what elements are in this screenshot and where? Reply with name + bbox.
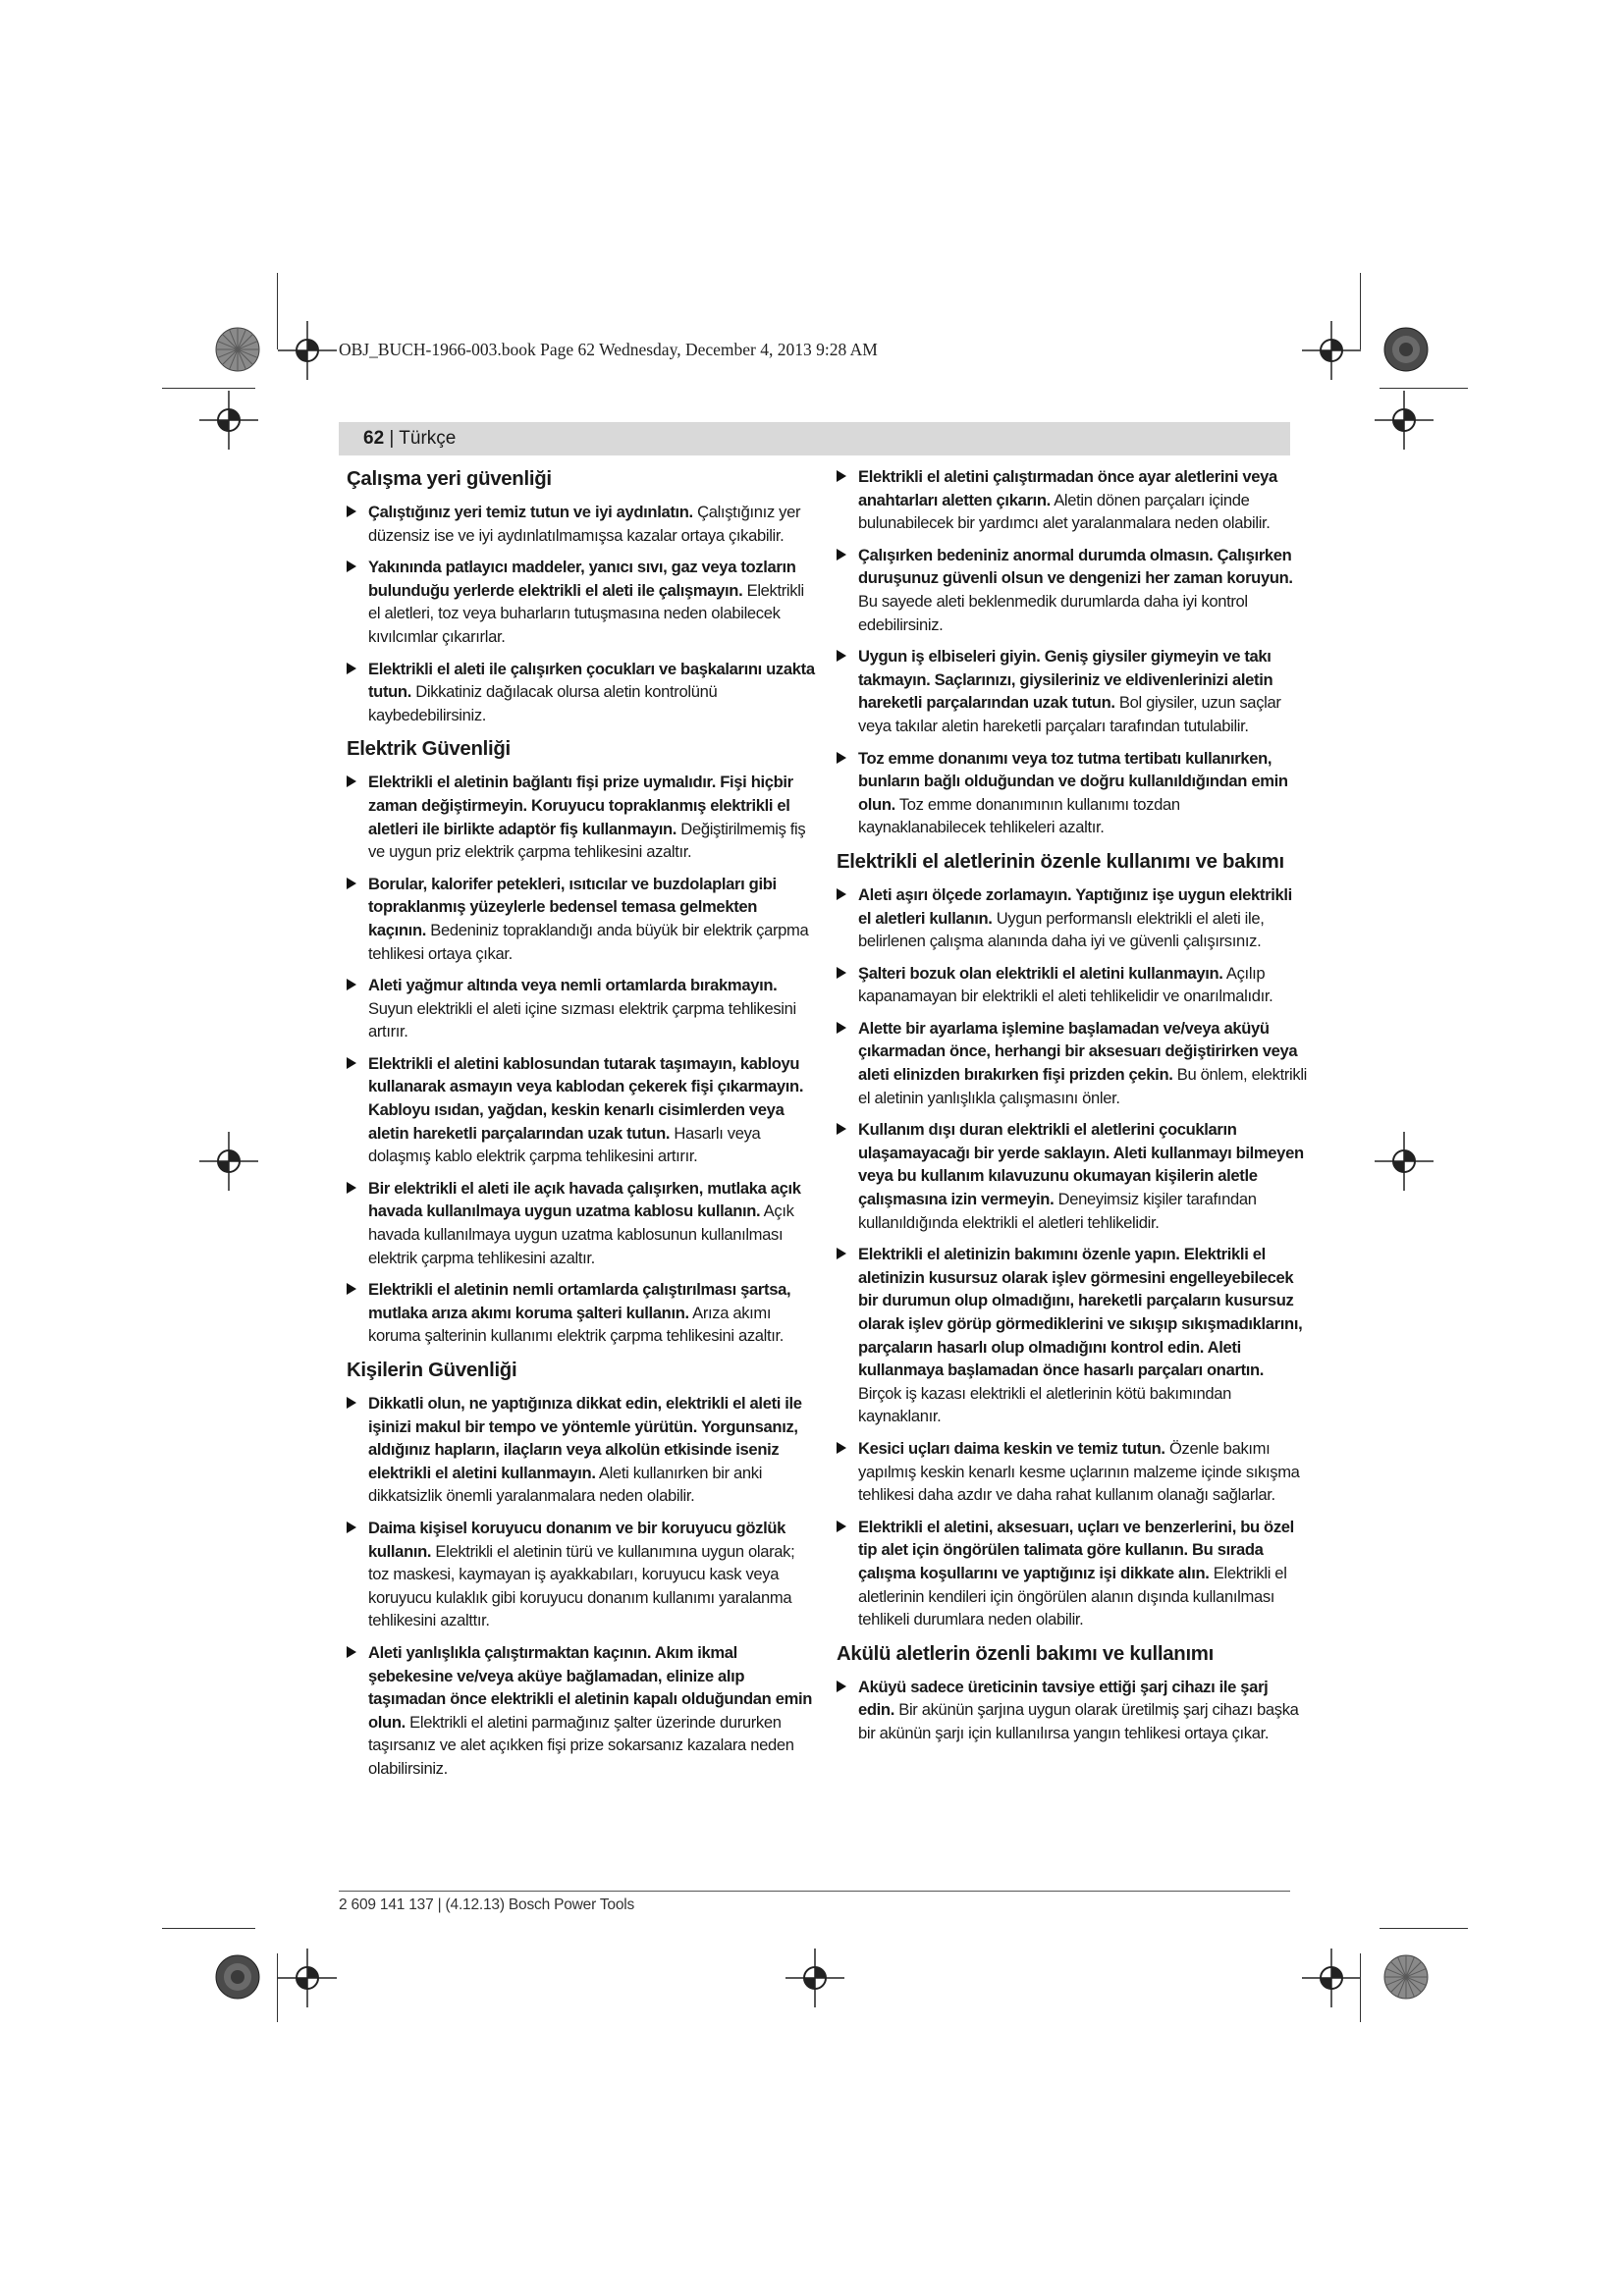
registration-mark-mid-right: [1375, 1132, 1434, 1191]
bullet-arrow-icon: [837, 1442, 846, 1454]
section-heading-workplace-safety: Çalışma yeri güvenliği: [347, 468, 552, 490]
right-column: [837, 465, 1308, 1754]
list-item: Elektrikli el aletinin bağlantı fişi prize uymalıdır. Fişi hiçbir zaman değiştirmeyin. Koruyucu topraklanmış elektrikli el aletleri ile birlikte adaptör fiş kullanmayın. Değiştirilmemiş fiş ve uygun priz elektrik çarpma tehlikesini azaltır.: [347, 771, 816, 863]
list-item: Çalışırken bedeniniz anormal durumda olmasın. Çalışırken duruşunuz güvenli olsun ve dengenizi her zaman koruyun. Bu sayede aleti beklenmedik durumlarda daha iyi kontrol edebilirsiniz.: [837, 544, 1308, 636]
bullet-arrow-icon: [347, 506, 356, 517]
section-heading-electrical-safety: Elektrik Güvenliği: [347, 738, 511, 761]
registration-mark-top-left: [278, 321, 337, 380]
bullet-arrow-icon: [347, 1646, 356, 1658]
header-language: Türkçe: [399, 428, 457, 449]
bullet-arrow-icon: [347, 878, 356, 889]
page-footer: 2 609 141 137 | (4.12.13) Bosch Power Tools: [339, 1896, 635, 1913]
section-heading-tool-use-and-care: Elektrikli el aletlerinin özenle kullanımı ve bakımı: [837, 850, 1284, 873]
list-item: Kesici uçları daima keskin ve temiz tutun. Özenle bakımı yapılmış keskin kenarlı kesme uçlarının malzeme içinde sıkışma tehlikesi daha azdır ve daha rahat kullanım olanağı sağlarlar.: [837, 1437, 1308, 1507]
trim-line-bottom-left-vertical: [277, 1953, 278, 2022]
section-heading-battery-tool-care: Akülü aletlerin özenli bakımı ve kullanımı: [837, 1642, 1215, 1665]
bullet-arrow-icon: [837, 967, 846, 979]
bullet-arrow-icon: [837, 549, 846, 561]
trim-line-top-left-horizontal: [162, 388, 255, 389]
list-item: Şalteri bozuk olan elektrikli el aletini kullanmayın. Açılıp kapanamayan bir elektrikli el aleti tehlikelidir ve onarılmalıdır.: [837, 962, 1308, 1008]
trim-line-bottom-right-vertical: [1360, 1953, 1361, 2022]
bullet-arrow-icon: [837, 752, 846, 764]
list-item: Çalıştığınız yeri temiz tutun ve iyi aydınlatın. Çalıştığınız yer düzensiz ise ve iyi aydınlatılmamışsa kazalar ortaya çıkabilir.: [347, 501, 816, 547]
trim-line-top-left-vertical: [277, 273, 278, 349]
bullet-arrow-icon: [347, 1397, 356, 1409]
page-header: [363, 428, 456, 450]
section-heading-personal-safety: Kişilerin Güvenliği: [347, 1360, 517, 1381]
trim-line-bottom-left-horizontal: [162, 1928, 255, 1929]
footer-rule: [339, 1891, 1290, 1892]
bullet-arrow-icon: [837, 470, 846, 482]
list-item: Aleti yanlışlıkla çalıştırmaktan kaçının. Akım ikmal şebekesine ve/veya aküye bağlamadan, elinize alıp taşımadan önce elektrikli el aletinin kapalı olduğundan emin olun. Elektrikli el aletini parmağınız şalter üzerinde dururken taşırsanız ve alet açıkken fişi prize sokarsanız kazalara neden olabilirsiniz.: [347, 1641, 816, 1781]
list-item: Uygun iş elbiseleri giyin. Geniş giysiler giymeyin ve takı takmayın. Saçlarınızı, giysileriniz ve eldivenlerinizi aletin hareketli parçalarından uzak tutun. Bol giysiler, uzun saçlar veya takılar aletin hareketli parçaları tarafından tutulabilir.: [837, 645, 1308, 737]
page-header-bar: [339, 422, 1290, 455]
list-item: Daima kişisel koruyucu donanım ve bir koruyucu gözlük kullanın. Elektrikli el aletinin türü ve kullanımına uygun olarak; toz maskesi, kaymayan iş ayakkabıları, koruyucu kask veya koruyucu kulaklık gibi koruyucu donanım kullanımı yaralanma tehlikesini azalttır.: [347, 1517, 816, 1632]
list-item: Elektrikli el aletinin nemli ortamlarda çalıştırılması şartsa, mutlaka arıza akımı koruma şalteri kullanın. Arıza akımı koruma şalterinin kullanımı elektrik çarpma tehlikesini azaltır.: [347, 1278, 816, 1348]
list-item: Dikkatli olun, ne yaptığınıza dikkat edin, elektrikli el aleti ile işinizi makul bir tempo ve yöntemle yürütün. Yorgunsanız, aldığınız hapların, ilaçların veya alkolün etkisinde iseniz elektrikli el aletini kullanmayın. Aleti kullanırken bir anki dikkatsizlik önemli yaralanmalara neden olabilir.: [347, 1392, 816, 1508]
list-item: Toz emme donanımı veya toz tutma tertibatı kullanırken, bunların bağlı olduğundan ve doğru kullanıldığından emin olun. Toz emme donanımının kullanımı tozdan kaynaklanabilecek tehlikeleri azaltır.: [837, 747, 1308, 839]
bullet-arrow-icon: [347, 1522, 356, 1533]
trim-line-top-right-horizontal: [1380, 388, 1468, 389]
bullet-arrow-icon: [837, 1681, 846, 1692]
bullet-arrow-icon: [837, 1123, 846, 1135]
color-wheel-mark-top-right: [1382, 326, 1430, 373]
bullet-arrow-icon: [837, 1022, 846, 1034]
bullet-arrow-icon: [837, 888, 846, 900]
trim-line-top-right-vertical: [1360, 273, 1361, 349]
registration-mark-bottom-left: [278, 1949, 337, 2007]
bullet-arrow-icon: [837, 1248, 846, 1259]
list-item: Yakınında patlayıcı maddeler, yanıcı sıvı, gaz veya tozların bulunduğu yerlerde elektrikli el aleti ile çalışmayın. Elektrikli el aletleri, toz veya buharların tutuşmasına neden olabilecek kıvılcımlar çıkarırlar.: [347, 556, 816, 648]
registration-mark-upper-right: [1375, 391, 1434, 450]
list-item: Elektrikli el aleti ile çalışırken çocukları ve başkalarını uzakta tutun. Dikkatiniz dağılacak olursa aletin kontrolünü kaybedebilirsiniz.: [347, 658, 816, 727]
list-item: Aküyü sadece üreticinin tavsiye ettiği şarj cihazı ile şarj edin. Bir akünün şarjına uygun olarak üretilmiş şarj cihazı başka bir akünün şarjı için kullanılırsa yangın tehlikesi ortaya çıkar.: [837, 1676, 1308, 1745]
bullet-arrow-icon: [347, 663, 356, 674]
color-wheel-mark-top-left: [214, 326, 261, 373]
bullet-arrow-icon: [347, 561, 356, 572]
left-column: [347, 465, 816, 1789]
list-item: Kullanım dışı duran elektrikli el aletlerini çocukların ulaşamayacağı bir yerde saklayın. Aleti kullanmayı bilmeyen veya bu kullanım kılavuzunu okumayan kişilerin aletle çalışmasına izin vermeyin. Deneyimsiz kişiler tarafından kullanıldığında elektrikli el aletleri tehlikelidir.: [837, 1118, 1308, 1234]
bullet-arrow-icon: [347, 775, 356, 787]
page-number: 62: [363, 428, 385, 449]
list-item: Elektrikli el aletini çalıştırmadan önce ayar aletlerini veya anahtarları aletten çıkarın. Aletin dönen parçaları içinde bulunabilecek bir yardımcı alet yaralanmalara neden olabilir.: [837, 465, 1308, 535]
list-item: Elektrikli el aletinizin bakımını özenle yapın. Elektrikli el aletinizin kusursuz olarak işlev görmesini engelleyebilecek bir durumun olup olmadığını, hareketli parçaların kusursuz olarak işlev görüp görmediklerini ve sıkışıp sıkışmadıklarını, parçaların hasarlı olup olmadığını kontrol edin. Aleti kullanmaya başlamadan önce hasarlı parçaları onartın. Birçok iş kazası elektrikli el aletlerinin kötü bakımından kaynaklanır.: [837, 1243, 1308, 1428]
registration-mark-top-right: [1302, 321, 1361, 380]
bullet-arrow-icon: [347, 979, 356, 990]
bullet-arrow-icon: [837, 650, 846, 662]
color-wheel-mark-bottom-right: [1382, 1953, 1430, 2001]
bullet-arrow-icon: [837, 1521, 846, 1532]
bullet-arrow-icon: [347, 1057, 356, 1069]
registration-mark-mid-left: [199, 1132, 258, 1191]
list-item: Borular, kalorifer petekleri, ısıtıcılar ve buzdolapları gibi topraklanmış yüzeylerle bedensel temasa gelmekten kaçının. Bedeniniz topraklandığı anda büyük bir elektrik çarpma tehlikesi ortaya çıkar.: [347, 873, 816, 965]
list-item: Bir elektrikli el aleti ile açık havada çalışırken, mutlaka açık havada kullanılmaya uygun uzatma kablosu kullanın. Açık havada kullanılmaya uygun uzatma kablosunun kullanılması elektrik çarpma tehlikesini azaltır.: [347, 1177, 816, 1269]
list-item: Aleti aşırı ölçede zorlamayın. Yaptığınız işe uygun elektrikli el aletleri kullanın. Uygun performanslı elektrikli el aleti ile, belirlenen çalışma alanında daha iyi ve güvenli çalışırsınız.: [837, 883, 1308, 953]
bullet-arrow-icon: [347, 1182, 356, 1194]
print-job-line: OBJ_BUCH-1966-003.book Page 62 Wednesday, December 4, 2013 9:28 AM: [339, 340, 878, 359]
list-item: Alette bir ayarlama işlemine başlamadan ve/veya aküyü çıkarmadan önce, herhangi bir aksesuarı değiştirirken veya aleti elinizden bırakırken fişi prizden çekin. Bu önlem, elektrikli el aletinin yanlışlıkla çalışmasını önler.: [837, 1017, 1308, 1109]
list-item: Aleti yağmur altında veya nemli ortamlarda bırakmayın. Suyun elektrikli el aleti içine sızması elektrik çarpma tehlikesini artırır.: [347, 974, 816, 1043]
trim-line-bottom-right-horizontal: [1380, 1928, 1468, 1929]
bullet-arrow-icon: [347, 1283, 356, 1295]
header-separator: |: [384, 428, 400, 449]
registration-mark-bottom-center: [785, 1949, 844, 2007]
list-item: Elektrikli el aletini kablosundan tutarak taşımayın, kabloyu kullanarak asmayın veya kablodan çekerek fişi çıkarmayın. Kabloyu ısıdan, yağdan, keskin kenarlı cisimlerden veya aletin hareketli parçalarından uzak tutun. Hasarlı veya dolaşmış kablo elektrik çarpma tehlikesini artırır.: [347, 1052, 816, 1168]
list-item: Elektrikli el aletini, aksesuarı, uçları ve benzerlerini, bu özel tip alet için öngörülen talimata göre kullanın. Bu sırada çalışma koşullarını ve yaptığınız işi dikkate alın. Elektrikli el aletlerinin kendileri için öngörülen alanın dışında kullanılması tehlikeli durumlara neden olabilir.: [837, 1516, 1308, 1631]
color-wheel-mark-bottom-left: [214, 1953, 261, 2001]
registration-mark-upper-left: [199, 391, 258, 450]
registration-mark-bottom-right: [1302, 1949, 1361, 2007]
